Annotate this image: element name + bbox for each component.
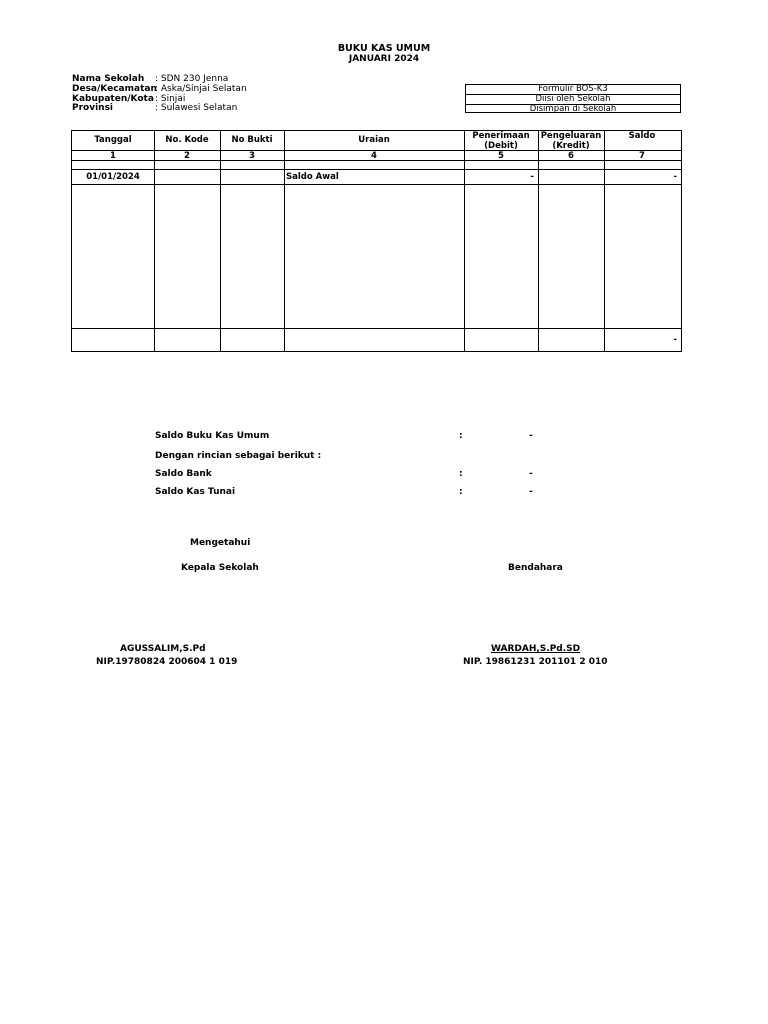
bendahara-name: WARDAH,S.Pd.SD xyxy=(491,644,581,654)
bendahara-title: Bendahara xyxy=(508,563,563,573)
document-period: JANUARI 2024 xyxy=(348,54,420,64)
rincian-label: Dengan rincian sebagai berikut : xyxy=(155,451,322,461)
info-provinsi xyxy=(72,103,237,113)
form-box xyxy=(465,84,681,113)
column-divider xyxy=(604,131,605,351)
header-saldo: Saldo xyxy=(628,131,656,141)
form-box-line: Diisi oleh Sekolah xyxy=(466,95,680,105)
kepala-sekolah-title: Kepala Sekolah xyxy=(181,563,259,573)
info-nama-sekolah xyxy=(72,74,228,84)
row-uraian: Saldo Awal xyxy=(286,172,339,182)
info-desa-kecamatan xyxy=(72,84,247,94)
document-title: BUKU KAS UMUM xyxy=(337,43,431,54)
mengetahui-label: Mengetahui xyxy=(190,538,251,548)
saldo-tunai-value: - xyxy=(529,487,533,497)
row-saldo: - xyxy=(673,172,677,182)
header-pengeluaran-line2: (Kredit) xyxy=(552,141,590,151)
saldo-bku-label: Saldo Buku Kas Umum xyxy=(155,431,270,441)
saldo-tunai-colon: : xyxy=(459,487,463,497)
kepala-sekolah-nip: NIP.19780824 200604 1 019 xyxy=(96,657,238,667)
col-number: 1 xyxy=(110,151,116,161)
info-label: Kabupaten/Kota xyxy=(72,94,154,104)
info-label: Provinsi xyxy=(72,103,114,113)
col-number: 3 xyxy=(249,151,255,161)
header-pengeluaran xyxy=(538,131,604,151)
info-value: : Sulawesi Selatan xyxy=(155,103,238,113)
form-box-line: Formulir BOS-K3 xyxy=(466,85,680,95)
row-divider xyxy=(72,169,681,170)
row-debit: - xyxy=(530,172,534,182)
header-penerimaan xyxy=(464,131,538,151)
row-divider xyxy=(72,328,681,329)
row-tanggal: 01/01/2024 xyxy=(86,172,140,182)
col-number: 5 xyxy=(498,151,504,161)
saldo-bku-colon: : xyxy=(459,431,463,441)
header-uraian: Uraian xyxy=(358,135,390,145)
row-divider xyxy=(72,184,681,185)
column-divider xyxy=(538,131,539,351)
column-divider xyxy=(154,131,155,351)
header-penerimaan-line1: Penerimaan xyxy=(472,131,530,141)
bendahara-nip: NIP. 19861231 201101 2 010 xyxy=(463,657,608,667)
info-value: : SDN 230 Jenna xyxy=(155,74,229,84)
col-number: 2 xyxy=(184,151,190,161)
column-divider xyxy=(464,131,465,351)
info-label: Nama Sekolah xyxy=(72,74,145,84)
saldo-tunai-label: Saldo Kas Tunai xyxy=(155,487,236,497)
saldo-bank-colon: : xyxy=(459,469,463,479)
header-pengeluaran-line1: Pengeluaran xyxy=(540,131,602,141)
col-number: 4 xyxy=(371,151,377,161)
column-divider xyxy=(284,131,285,351)
col-number: 7 xyxy=(639,151,645,161)
saldo-bank-label: Saldo Bank xyxy=(155,469,212,479)
col-number: 6 xyxy=(568,151,574,161)
total-saldo: - xyxy=(673,335,677,345)
ledger-table xyxy=(71,130,682,352)
column-divider xyxy=(220,131,221,351)
info-value: : Aska/Sinjai Selatan xyxy=(155,84,247,94)
info-label: Desa/Kecamatan xyxy=(72,84,157,94)
form-box-line: Disimpan di Sekolah xyxy=(529,104,617,114)
header-tanggal: Tanggal xyxy=(94,135,132,145)
saldo-bku-value: - xyxy=(529,431,533,441)
saldo-bank-value: - xyxy=(529,469,533,479)
info-value: : Sinjai xyxy=(155,94,186,104)
kepala-sekolah-name: AGUSSALIM,S.Pd xyxy=(120,644,206,654)
header-no-kode: No. Kode xyxy=(165,135,209,145)
header-penerimaan-line2: (Debit) xyxy=(484,141,518,151)
header-no-bukti: No Bukti xyxy=(231,135,273,145)
